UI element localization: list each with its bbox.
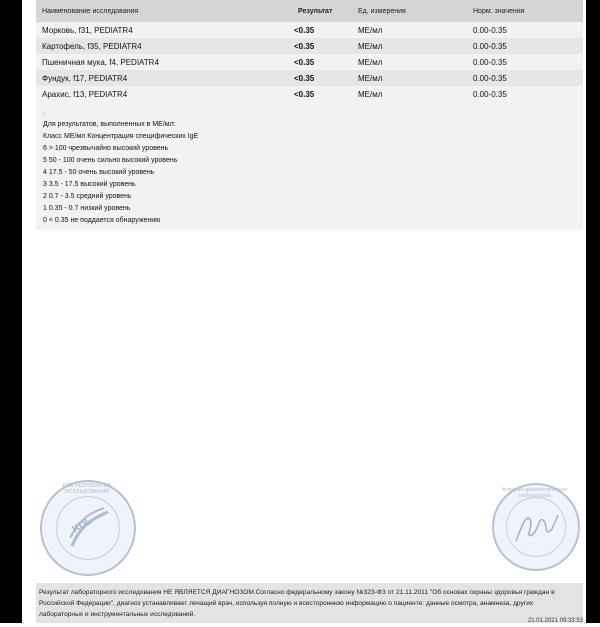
row-name: Пшеничная мука, f4, PEDIATR4 xyxy=(42,58,159,67)
row-name: Картофель, f35, PEDIATR4 xyxy=(42,42,142,51)
interpretation-notes xyxy=(43,107,198,227)
results-block xyxy=(36,0,583,230)
table-row xyxy=(36,54,583,70)
doctor-stamp xyxy=(492,483,580,571)
table-row xyxy=(36,38,583,54)
class-line: 2 0.7 - 3.5 средний уровень xyxy=(43,193,132,200)
footer-disclaimer xyxy=(36,583,583,623)
row-unit: МЕ/мл xyxy=(358,26,383,35)
class-line: 5 50 - 100 очень сильно высокий уровень xyxy=(43,157,178,164)
header-result: Результат xyxy=(298,8,333,15)
header-name: Наименование исследования xyxy=(42,8,139,15)
header-unit: Ед. измерения xyxy=(358,8,406,15)
row-norm: 0.00-0.35 xyxy=(473,26,507,35)
row-result: <0.35 xyxy=(294,74,315,83)
disclaimer-text: Результат лабораторного исследования НЕ ЯВЛЯЕТСЯ ДИАГНОЗОМ.Согласно федеральному закону №323-ФЗ от 21.11.2011 "Об основах охраны здоровья граждан в Российской Федерации", диагноз устанавливает лечащий врач, используя полную и всестороннюю информацию о пациенте: данные осмотра, анамнеза, других лабораторных и инструментальных исследований. xyxy=(39,589,555,618)
row-norm: 0.00-0.35 xyxy=(473,42,507,51)
signature-mark xyxy=(494,485,578,569)
lab-stamp xyxy=(40,480,136,576)
row-name: Фундук, f17, PEDIATR4 xyxy=(42,74,128,83)
row-result: <0.35 xyxy=(294,58,315,67)
row-name: Арахис, f13, PEDIATR4 xyxy=(42,90,128,99)
row-unit: МЕ/мл xyxy=(358,90,383,99)
doctor-seal-text: Клинико-диагностическая лаборатория xyxy=(502,487,568,499)
right-black-margin xyxy=(586,0,600,623)
row-norm: 0.00-0.35 xyxy=(473,58,507,67)
table-row xyxy=(36,86,583,102)
row-result: <0.35 xyxy=(294,26,315,35)
lab-seal-text: ДЛЯ РЕЗУЛЬТАТОВ ИССЛЕДОВАНИЙ xyxy=(62,483,112,495)
lab-logo: KDL xyxy=(70,515,94,536)
header-norm: Норм. значения xyxy=(473,8,525,15)
print-timestamp: 21.01.2021 09:33:53 xyxy=(527,618,583,624)
class-line: 6 > 100 чрезвычайно высокий уровень xyxy=(43,145,169,152)
notes-dot: . xyxy=(43,109,45,116)
row-unit: МЕ/мл xyxy=(358,58,383,67)
table-row xyxy=(36,22,583,38)
class-line: 3 3.5 - 17.5 высокий уровень xyxy=(43,181,136,188)
row-name: Морковь, f31, PEDIATR4 xyxy=(42,26,133,35)
row-norm: 0.00-0.35 xyxy=(473,74,507,83)
class-line: 1 0.35 - 0.7 низкий уровень xyxy=(43,205,131,212)
row-unit: МЕ/мл xyxy=(358,74,383,83)
row-result: <0.35 xyxy=(294,90,315,99)
notes-intro: Для результатов, выполненных в МЕ/мл: xyxy=(43,121,176,128)
class-line: 0 < 0.35 не поддается обнаружению xyxy=(43,217,161,224)
class-line: 4 17.5 - 50 очень высокий уровень xyxy=(43,169,155,176)
table-row xyxy=(36,70,583,86)
row-unit: МЕ/мл xyxy=(358,42,383,51)
row-norm: 0.00-0.35 xyxy=(473,90,507,99)
table-header xyxy=(36,0,583,22)
row-result: <0.35 xyxy=(294,42,315,51)
notes-header: Класс МЕ/мл Концентрация специфических IgE xyxy=(43,133,199,140)
left-black-margin xyxy=(0,0,22,623)
